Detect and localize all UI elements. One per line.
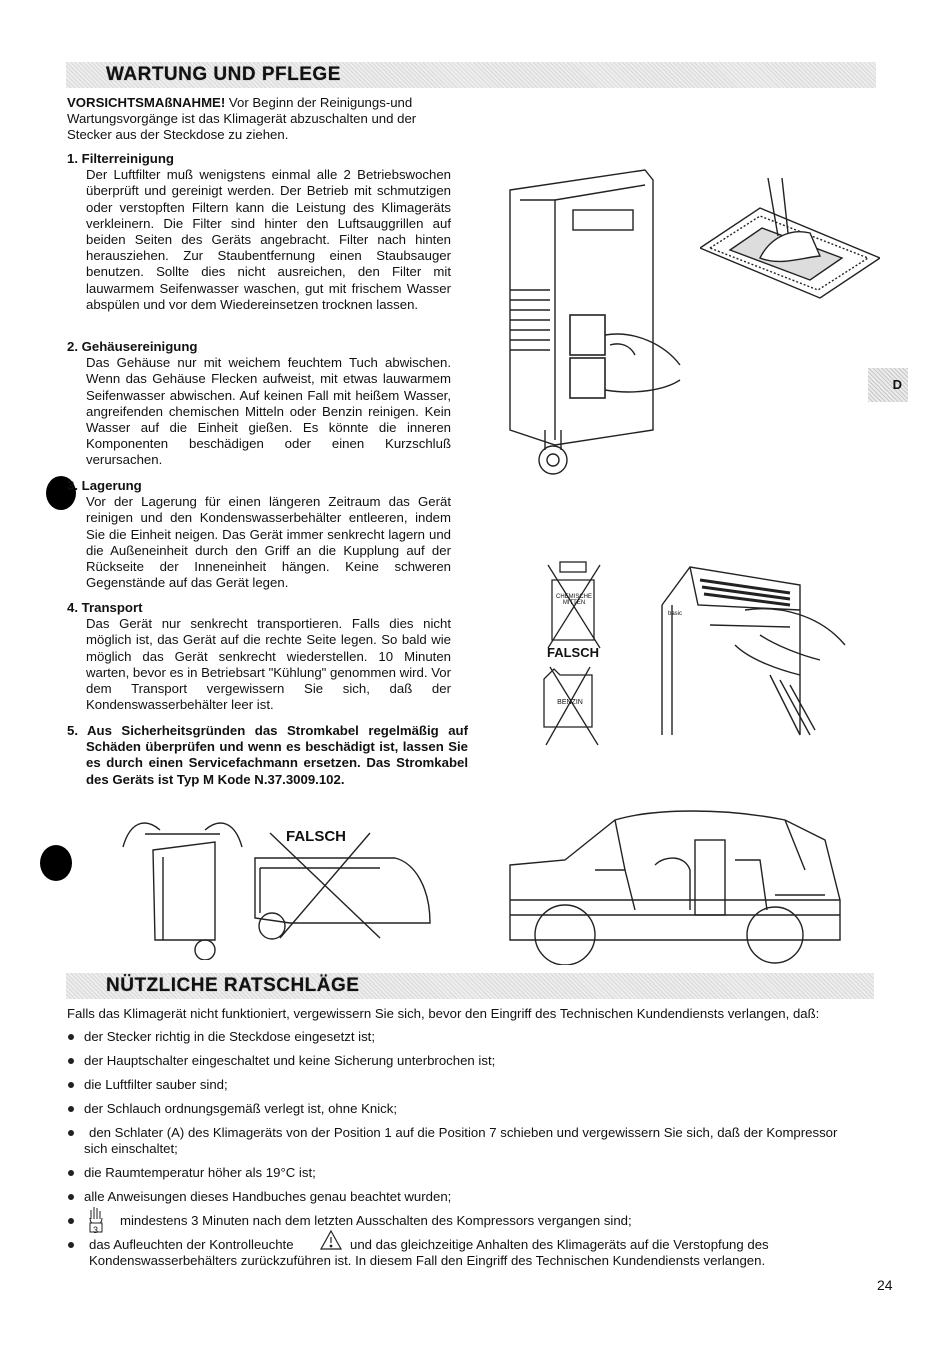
section-title: NÜTZLICHE RATSCHLÄGE <box>106 975 360 996</box>
brand-label: basic <box>668 611 683 617</box>
figure-vacuum-filter <box>700 178 880 303</box>
hand-icon-number: 3 <box>93 1225 99 1235</box>
list-item-text: mindestens 3 Minuten nach dem letzten Ausschalten des Kompressors vergangen sind; <box>120 1213 632 1228</box>
item-heading: 3. Lagerung <box>67 478 142 493</box>
item-heading: 1. Filterreinigung <box>67 151 174 166</box>
item-text: Vor der Lagerung für einen längeren Zeitraum das Gerät reinigen und den Kondenswasserbehälter entleeren, indem Sie die Einheit neigen. Das Gerät immer senkrecht lagern und die Außeneinheit durch den Griff an die Kupplung auf der Rückseite der Inneneinheit hängen. Keine schweren Gegenstände auf das Gerät legen. <box>86 494 451 591</box>
figure-car-transport <box>505 810 845 965</box>
caution-line-2: Wartungsvorgänge ist das Klimagerät abzuschalten und der <box>67 111 417 127</box>
tips-intro: Falls das Klimagerät nicht funktioniert, vergewissern Sie sich, bevor den Eingriff des Technischen Kundendiensts verlangen, daß: <box>67 1006 820 1021</box>
figure-transport-lying <box>250 828 435 943</box>
item-safety <box>67 723 468 788</box>
figure-bottle-benzin <box>540 665 600 747</box>
caution-line-1: Vor Beginn der Reinigungs-und <box>228 95 413 110</box>
list-item-text: der Schlauch ordnungsgemäß verlegt ist, ohne Knick; <box>84 1101 398 1116</box>
list-item-text: das Aufleuchten der Kontrolleuchte <box>89 1237 294 1252</box>
bottle-label: CHEMISCHE MITTEN <box>555 594 592 606</box>
item-heading: 2. Gehäusereinigung <box>67 339 198 354</box>
item-transport <box>67 600 451 713</box>
list-item-text: und das gleichzeitige Anhalten des Klimageräts auf die Verstopfung des <box>350 1237 769 1252</box>
item-filter <box>67 151 451 313</box>
item-storage <box>67 478 451 591</box>
caution-line-3: Stecker aus der Steckdose zu ziehen. <box>67 127 289 143</box>
list-item-text: sich einschaltet; <box>84 1141 178 1156</box>
language-tab <box>868 368 908 402</box>
punch-hole-mark <box>40 845 72 881</box>
list-item-text: Kondenswasserbehälters zurückzuführen ist. In diesem Fall den Eingriff des Technischen Kundendiensts verlangen. <box>89 1253 766 1268</box>
list-item-text: der Stecker richtig in die Steckdose eingesetzt ist; <box>84 1029 376 1044</box>
item-text: Das Gerät nur senkrecht transportieren. Falls dies nicht möglich ist, das Gerät auf die rechte Seite legen. So bald wie möglich das Gerät senkrecht wiederstellen. 10 Minuten warten, bevor es in Betriebsart "Kühlung" genommen wird. Vor dem Transport vergewissern Sie sich, daß der Kondenswasserbehälter leer ist. <box>86 616 451 713</box>
hand-stop-icon <box>88 1205 104 1233</box>
list-item-text: die Raumtemperatur höher als 19°C ist; <box>84 1165 316 1180</box>
caution-label: VORSICHTSMAßNAHME! <box>67 95 226 110</box>
figure-filter-removal <box>495 160 685 485</box>
section-header-wartung <box>66 62 876 88</box>
figure-wipe-housing <box>650 565 850 740</box>
section-header-ratschlaege <box>66 973 874 999</box>
item-text: Der Luftfilter muß wenigstens einmal alle 2 Betriebswochen überprüft und gereinigt werden. Der Betrieb mit schmutzigen oder verstopften Filtern kann die Leistung des Klimageräts verkleinern. Die Filter sind hinter den Luftsauggrillen auf beiden Seiten des Geräts angebracht. Filter nach hinten herausziehen. Zur Staubentfernung einen Staubsauger benutzen. Sollte dies nicht ausreichen, den Filter mit lauwarmem Seifenwasser waschen, gut mit frischem Wasser abspülen und vor dem Wiedereinsetzen trocknen lassen. <box>86 167 451 312</box>
wrong-label-bottles: FALSCH <box>547 645 599 660</box>
warning-triangle-icon <box>319 1229 343 1251</box>
caution-paragraph <box>67 95 467 144</box>
item-housing <box>67 339 451 469</box>
list-item-text: die Luftfilter sauber sind; <box>84 1077 228 1092</box>
language-tab-label: D <box>892 377 902 392</box>
item-text: Das Gehäuse nur mit weichem feuchtem Tuch abwischen. Wenn das Gehäuse Flecken aufweist, mit etwas lauwarmem Seifenwasser abwischen. Auf keinen Fall mit heißem Wasser, angreifenden chemischen Mitteln oder Benzin reinigen. Kein Wasser auf die Einheit gießen. Es könnte die inneren Komponenten beschädigen oder einen Kurzschluß verursachen. <box>86 355 451 468</box>
page-number: 24 <box>877 1277 893 1293</box>
section-title: WARTUNG UND PFLEGE <box>106 64 341 85</box>
bottle-label: BENZIN <box>557 699 583 706</box>
list-item-text: den Schlater (A) des Klimageräts von der Position 1 auf die Position 7 schieben und vergewissern Sie sich, daß der Kompressor <box>89 1125 838 1140</box>
wrong-label-transport: FALSCH <box>286 828 346 845</box>
item-heading: 4. Transport <box>67 600 143 615</box>
list-item-text: alle Anweisungen dieses Handbuches genau beachtet wurden; <box>84 1189 452 1204</box>
item-text: 5. Aus Sicherheitsgründen das Stromkabel regelmäßig auf Schäden überprüfen und wenn es beschädigt ist, lassen Sie es durch einen Servicefachmann ersetzen. Das Stromkabel des Geräts ist Typ M Kode N.37.3009.102. <box>67 723 468 787</box>
figure-bottle-chemicals <box>546 560 602 650</box>
figure-transport-upright <box>115 812 250 960</box>
list-item-text: der Hauptschalter eingeschaltet und keine Sicherung unterbrochen ist; <box>84 1053 496 1068</box>
